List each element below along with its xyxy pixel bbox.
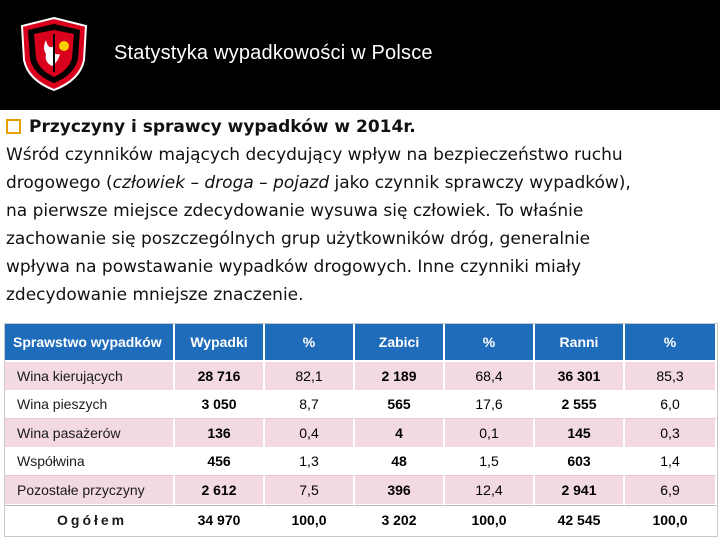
table-cell: 2 941 xyxy=(535,476,625,505)
paragraph-line xyxy=(6,169,718,197)
table-cell: 456 xyxy=(175,448,265,477)
table-cell: 565 xyxy=(355,391,445,420)
paragraph-line: zdecydowanie mniejsze znaczenie. xyxy=(6,285,304,305)
table-cell: Wina pieszych xyxy=(5,391,175,420)
table-cell: 6,0 xyxy=(625,391,717,420)
page-title: Statystyka wypadkowości w Polsce xyxy=(114,42,433,64)
table-cell: 396 xyxy=(355,476,445,505)
table-cell: 100,0 xyxy=(625,505,717,535)
fire-brigade-logo-icon xyxy=(18,16,90,92)
header-bar xyxy=(0,0,720,110)
table-cell: 100,0 xyxy=(445,505,535,535)
table-cell: 0,3 xyxy=(625,419,717,448)
column-header: Sprawstwo wypadków xyxy=(5,324,175,362)
table-cell: 17,6 xyxy=(445,391,535,420)
table-cell: 1,3 xyxy=(265,448,355,477)
table-cell: 2 189 xyxy=(355,362,445,391)
table-row xyxy=(5,391,717,420)
table-cell: 0,4 xyxy=(265,419,355,448)
table-row xyxy=(5,362,717,391)
paragraph-text: jako czynnik sprawczy wypadków), xyxy=(329,173,631,193)
section-heading-text: Przyczyny i sprawcy wypadków w 2014r. xyxy=(29,117,416,137)
table-cell: 28 716 xyxy=(175,362,265,391)
table-cell: 48 xyxy=(355,448,445,477)
table-cell: 2 612 xyxy=(175,476,265,505)
content-area xyxy=(6,113,718,309)
paragraph-text: drogowego ( xyxy=(6,173,113,193)
column-header: Ranni xyxy=(535,324,625,362)
table-cell: 12,4 xyxy=(445,476,535,505)
table-row xyxy=(5,448,717,477)
paragraph-line: na pierwsze miejsce zdecydowanie wysuwa się człowiek. To właśnie xyxy=(6,201,584,221)
table-row xyxy=(5,419,717,448)
table-cell: 1,4 xyxy=(625,448,717,477)
table-cell: Pozostałe przyczyny xyxy=(5,476,175,505)
table-cell: 34 970 xyxy=(175,505,265,535)
table-row xyxy=(5,476,717,505)
paragraph-line: wpływa na powstawanie wypadków drogowych. Inne czynniki miały xyxy=(6,257,582,277)
column-header: % xyxy=(265,324,355,362)
bullet-icon xyxy=(6,119,21,134)
table-cell: 68,4 xyxy=(445,362,535,391)
table-cell: 100,0 xyxy=(265,505,355,535)
table-total-row xyxy=(5,505,717,535)
table-cell: Wina pasażerów xyxy=(5,419,175,448)
table-cell: 3 050 xyxy=(175,391,265,420)
table-cell: 603 xyxy=(535,448,625,477)
table-cell: Współwina xyxy=(5,448,175,477)
paragraph-line: Wśród czynników mających decydujący wpływ na bezpieczeństwo ruchu xyxy=(6,145,623,165)
table-cell: 0,1 xyxy=(445,419,535,448)
statistics-table xyxy=(5,324,717,535)
table-header-row xyxy=(5,324,717,362)
table-cell: 36 301 xyxy=(535,362,625,391)
column-header: % xyxy=(625,324,717,362)
table-cell: Ogółem xyxy=(5,505,175,535)
section-heading xyxy=(6,113,718,141)
table-cell: 8,7 xyxy=(265,391,355,420)
table-cell: 82,1 xyxy=(265,362,355,391)
table-cell: 145 xyxy=(535,419,625,448)
column-header: Zabici xyxy=(355,324,445,362)
table-cell: 42 545 xyxy=(535,505,625,535)
table-cell: 3 202 xyxy=(355,505,445,535)
table-cell: 7,5 xyxy=(265,476,355,505)
statistics-table-container xyxy=(4,323,718,537)
table-cell: 85,3 xyxy=(625,362,717,391)
table-cell: Wina kierujących xyxy=(5,362,175,391)
paragraph-line: zachowanie się poszczególnych grup użytkowników dróg, generalnie xyxy=(6,229,591,249)
table-cell: 1,5 xyxy=(445,448,535,477)
table-cell: 136 xyxy=(175,419,265,448)
paragraph-italic-text: człowiek – droga – pojazd xyxy=(112,173,330,193)
table-cell: 2 555 xyxy=(535,391,625,420)
column-header: % xyxy=(445,324,535,362)
column-header: Wypadki xyxy=(175,324,265,362)
table-cell: 6,9 xyxy=(625,476,717,505)
table-cell: 4 xyxy=(355,419,445,448)
